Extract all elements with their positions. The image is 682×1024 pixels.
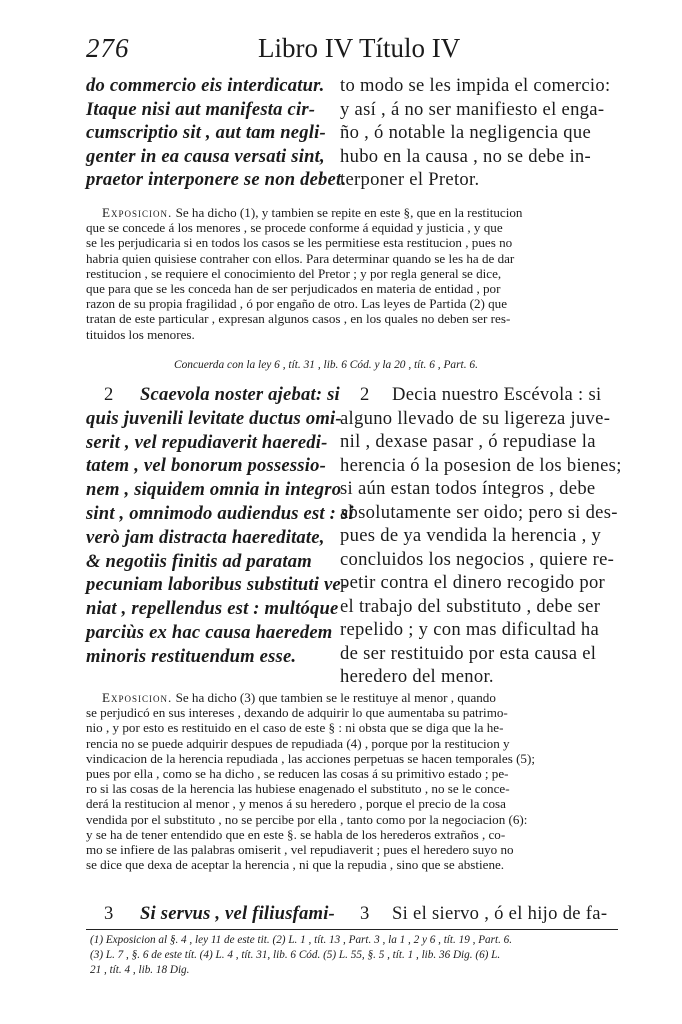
concordance-note: Concuerda con la ley 6 , tít. 31 , lib. 6 Cód. y la 20 , tít. 6 , Part. 6. xyxy=(174,359,478,371)
spanish-line: petir contra el dinero recogido por xyxy=(340,572,606,593)
spanish-line: concluidos los negocios , quiere re- xyxy=(340,548,615,570)
spanish-line: alguno llevado de su ligereza juve- xyxy=(340,407,611,429)
exposicion-line: Exposicion. Se ha dicho (1), y tambien se repite en este §, que en la restitucion xyxy=(86,205,616,220)
running-title: Libro IV Título IV xyxy=(258,33,461,63)
section-1-spanish xyxy=(340,74,610,192)
latin-line: praetor interponere se non debet. xyxy=(86,169,347,190)
exposicion-line: habria quien quisiese contraher con ellos. Para determinar quando se les ha de dar xyxy=(86,250,515,266)
spanish-line: 2 Decia nuestro Escévola : si xyxy=(360,384,602,405)
latin-line: minoris restituendum esse. xyxy=(86,645,297,667)
exposicion-line: se les perjudicaria si en todos los casos se les permitiese esta restitucion , pues no xyxy=(86,235,513,251)
latin-line: quis juvenili levitate ductus omi- xyxy=(86,407,342,429)
spanish-line: pues de ya vendida la herencia , y xyxy=(340,525,602,546)
section-number: 2 xyxy=(360,384,370,405)
section-number: 3 xyxy=(360,903,370,924)
page-number: 276 xyxy=(86,33,130,63)
latin-line: do commercio eis interdicatur. xyxy=(86,75,325,96)
exposicion-lead: Exposicion. xyxy=(102,690,173,705)
spanish-line: el trabajo del substituto , debe ser xyxy=(340,595,601,617)
exposicion-line: razon de su propia fragilidad , ó por engaño de otro. Las leyes de Partida (2) que xyxy=(86,296,508,312)
latin-line: & negotiis finitis ad paratam xyxy=(86,550,312,572)
page-header xyxy=(86,33,622,69)
spanish-line: repelido ; y con mas dificultad ha xyxy=(340,619,600,640)
spanish-line: si aún estan todos íntegros , debe xyxy=(340,478,596,499)
exposicion-line: restitucion , se requiere el conocimiento del Pretor ; y por regla general se dice, xyxy=(86,265,502,281)
section-1-latin xyxy=(86,74,346,192)
spanish-line: de ser restituido por esta causa el xyxy=(340,642,597,664)
spanish-line: nil , dexase pasar , ó repudiase la xyxy=(340,431,596,452)
section-number: 2 xyxy=(104,384,114,405)
section-3-spanish xyxy=(360,902,607,926)
exposicion-line: vindicacion de la herencia repudiada , las acciones perpetuas se hacen temporales (5); xyxy=(86,750,535,766)
exposicion-line: vendida por el substituto , no se percibe por ella , tanto como por la negociacion (6): xyxy=(86,811,528,827)
footnote-line: (3) L. 7 , §. 6 de este tít. (4) L. 4 , tít. 31, lib. 6 Cód. (5) L. 55, §. 5 , tít. 1 , lib. 36 Dig. (6) L. xyxy=(90,949,501,961)
latin-line: 2 Scaevola noster ajebat: si xyxy=(104,384,340,405)
footnote-rule xyxy=(86,929,618,930)
exposicion-line: ro si las cosas de la herencia las hubiese enagenado el substituto , no se le conce- xyxy=(86,781,510,797)
footnote-line: 21 , tít. 4 , lib. 18 Dig. xyxy=(90,964,190,976)
latin-line: parciùs ex hac causa haeredem xyxy=(86,621,333,643)
latin-line: serit , vel repudiaverit haeredi- xyxy=(86,431,328,453)
section-2-spanish xyxy=(360,383,601,407)
latin-line: genter in ea causa versati sint, xyxy=(86,145,325,167)
footnotes xyxy=(90,933,618,978)
latin-line: sint , omnimodo audiendus est : si xyxy=(86,502,354,524)
latin-line: verò jam distracta haereditate, xyxy=(86,526,325,548)
section-2-spanish-body xyxy=(340,407,622,689)
exposicion-line: pues por ella , como se ha dicho , se reducen las cosas á su primitivo estado ; pe- xyxy=(86,765,509,781)
spanish-line: y así , á no ser manifiesto el enga- xyxy=(340,98,605,120)
latin-line: 3 Si servus , vel filiusfami- xyxy=(104,903,335,924)
footnote-line: (1) Exposicion al §. 4 , ley 11 de este tit. (2) L. 1 , tít. 13 , Part. 3 , la 1 , 2 y 6 , tít. 19 , Part. 6. xyxy=(90,934,513,946)
exposicion-line: derá la restitucion al menor , y menos á su heredero , porque el precio de la cosa xyxy=(86,796,506,812)
exposicion-line: tituidos los menores. xyxy=(86,326,195,342)
spanish-line: absolutamente ser oido; pero si des- xyxy=(340,501,618,523)
spanish-line: 3 Si el siervo , ó el hijo de fa- xyxy=(360,903,608,924)
exposicion-2 xyxy=(86,690,616,872)
spanish-line: herencia ó la posesion de los bienes; xyxy=(340,454,622,476)
spanish-line: heredero del menor. xyxy=(340,666,494,687)
latin-line: cumscriptio sit , aut tam negli- xyxy=(86,122,326,143)
exposicion-line: que se concede á los menores , se procede conforme á equidad y justicia , y que xyxy=(86,220,503,236)
latin-line: Itaque nisi aut manifesta cir- xyxy=(86,98,316,120)
exposicion-line: mo se infiere de las palabras omiserit , vel repudiaverit ; pues el heredero suyo no xyxy=(86,841,514,857)
spanish-line: hubo en la causa , no se debe in- xyxy=(340,145,592,167)
latin-line: tatem , vel bonorum possessio- xyxy=(86,455,326,477)
exposicion-line: Exposicion. Se ha dicho (3) que tambien se le restituye al menor , quando xyxy=(86,690,616,705)
exposicion-line: que para que se les conceda han de ser perjudicados en materia de entidad , por xyxy=(86,280,501,296)
exposicion-line: rencia no se puede adquirir despues de repudiada (4) , porque por la restitucion y xyxy=(86,735,510,751)
latin-line: nem , siquidem omnia in integro xyxy=(86,479,342,501)
exposicion-line: nio , y por esto es restituido en el caso de este § : ni obsta que se diga que la he- xyxy=(86,720,504,736)
spanish-line: to modo se les impida el comercio: xyxy=(340,75,611,96)
spanish-line: ño , ó notable la negligencia que xyxy=(340,122,592,143)
section-number: 3 xyxy=(104,903,114,924)
exposicion-line: se dice que dexa de aceptar la herencia , ni que la repudia , sino que se abstiene. xyxy=(86,857,505,873)
exposicion-lead: Exposicion. xyxy=(102,205,173,220)
exposicion-line: y se ha de tener entendido que en este §. se habla de los herederos extraños , co- xyxy=(86,826,506,842)
section-3-latin xyxy=(104,902,335,926)
section-2-latin xyxy=(104,383,340,407)
exposicion-line: tratan de este particular , expresan algunos casos , en los quales no deben ser res- xyxy=(86,311,511,327)
exposicion-line: se perjudicó en sus intereses , dexando de adquirir lo que aumentaba su patrimo- xyxy=(86,705,508,721)
section-2-latin-body xyxy=(86,407,354,669)
latin-line: niat , repellendus est : multóque xyxy=(86,598,339,620)
exposicion-1 xyxy=(86,205,616,342)
latin-line: pecuniam laboribus substituti ve- xyxy=(86,574,348,596)
spanish-line: terponer el Pretor. xyxy=(340,169,480,190)
